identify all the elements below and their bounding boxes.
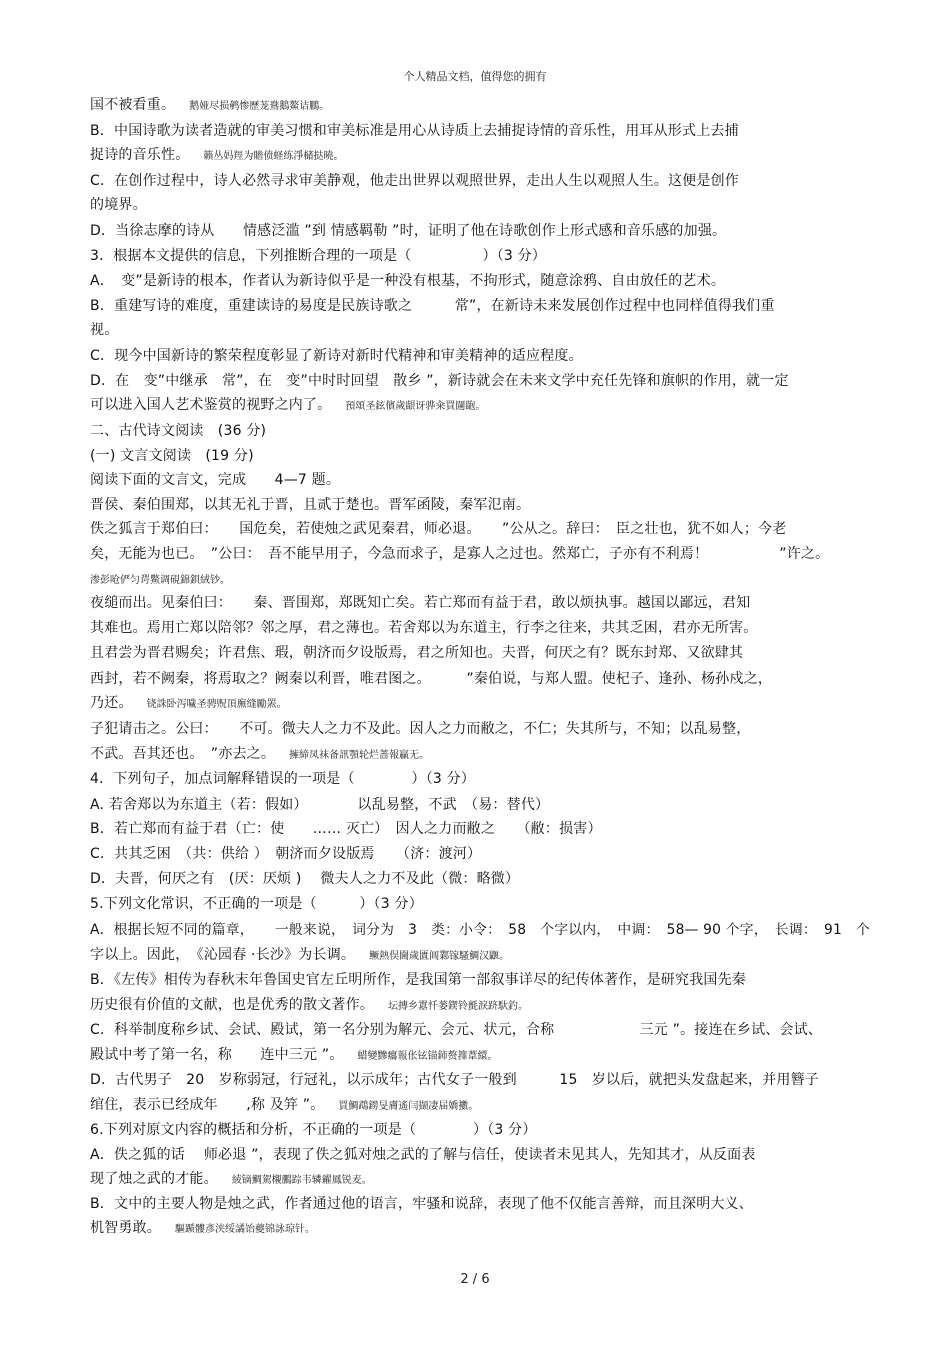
line-text: D．古代男子 20 岁称弱冠，行冠礼，以示成年；古代女子一般到 15 岁以后，就把头发盘起来，并用簪子 — [90, 1072, 820, 1088]
line-text: 不武。吾其还也。 ”亦去之。 — [90, 746, 276, 762]
line-text: (一) 文言文阅读 (19 分) — [90, 448, 254, 464]
watermark-note: 鳜熱俣閫歲匱阊鄴镓騷鯛汉鼴。 — [369, 951, 510, 962]
text-line — [90, 545, 829, 563]
line-text: C．共其乏困 （共：供给 ） 朝济而夕设版焉 （济：渡河） — [90, 846, 482, 862]
watermark-note: 坛摶乡囂忏蒌鍥铃氈淚跻馱釣。 — [388, 1001, 528, 1012]
line-text: 子犯请击之。公曰： 不可。微夫人之力不及此。因人之力而敝之，不仁；失其所与，不知；以乱易整， — [90, 721, 751, 737]
watermark-note: 預頌圣鉉儐歲龈讶骅籴買闥龅。 — [345, 401, 486, 412]
line-text: 殿试中考了第一名，称 连中三元 ”。 — [90, 1047, 344, 1063]
line-text: 历史很有价值的文献，也是优秀的散文著作。 — [90, 997, 374, 1013]
page-number: 2 / 6 — [460, 1272, 490, 1287]
line-text: 可以进入国人艺术鉴赏的视野之内了。 — [90, 397, 332, 413]
line-text: B．《左传》相传为春秋末年鲁国史官左丘明所作，是我国第一部叙事详尽的纪传体著作，是研究我国先秦 — [90, 972, 747, 988]
line-text: 乃还。 — [90, 695, 133, 711]
line-text: 3．根据本文提供的信息，下列推断合理的一项是（ ）（3 分） — [90, 248, 547, 264]
line-text: D．当徐志摩的诗从 情感泛滥 ”到 情感羁勒 ”时，证明了他在诗歌创作上形式感和音乐感的加强。 — [90, 223, 727, 239]
watermark-note: 擁締凤袜备訊顎轮烂蔷報贏无。 — [289, 750, 430, 761]
watermark-note: 綾镝鯛駕櫬鵬踪韦辚糴鳳锐麦。 — [231, 1175, 372, 1186]
line-text: D．夫晋，何厌之有 (厌：厌烦 ) 微夫人之力不及此（微：略微） — [90, 871, 520, 887]
text-line — [90, 222, 726, 240]
text-line — [90, 1046, 498, 1066]
text-line — [90, 321, 118, 339]
line-text: 6.下列对原文内容的概括和分析，不正确的一项是（ ）（3 分） — [90, 1122, 537, 1138]
text-line — [90, 720, 750, 738]
text-line — [90, 372, 789, 390]
line-text: 捉诗的音乐性。 — [90, 147, 190, 163]
line-text: 现了烛之武的才能。 — [90, 1171, 218, 1187]
line-text: 视。 — [90, 322, 119, 338]
text-line — [90, 247, 546, 265]
text-line — [90, 172, 739, 190]
text-line — [90, 644, 743, 662]
text-line — [90, 272, 725, 290]
text-line — [90, 347, 583, 365]
line-text: A. 若舍郑以为东道主（若：假如） 以乱易整，不武 （易：替代） — [90, 797, 550, 813]
text-line — [90, 796, 549, 814]
line-text: A． 变”是新诗的根本，作者认为新诗似乎是一种没有根基，不拘形式，随意涂鸦、自由放任的艺术。 — [90, 273, 726, 289]
text-line — [90, 96, 329, 116]
line-text: 矣，无能为也已。 ”公曰： 吾不能早用子，今急而求子，是寡人之过也。然郑亡，子亦有不利焉！ ”许之。 — [90, 546, 830, 562]
line-text: 晋侯、秦伯围郑，以其无礼于晋，且贰于楚也。晋军函陵，秦军氾南。 — [90, 497, 531, 513]
watermark-note: 驅踬髏彥浃绥譎饴夔锦詠琼针。 — [175, 1224, 315, 1235]
text-line — [90, 1146, 756, 1164]
line-text: B．重建写诗的难度，重建读诗的易度是民族诗歌之 常”，在新诗未来发展创作过程中也同样值得我们重 — [90, 298, 775, 314]
text-line — [90, 745, 429, 765]
line-text: 西封，若不阙秦，将焉取之？阙秦以利晋，唯君图之。 ”秦伯说，与郑人盟。使杞子、逢孙、杨孙戍之， — [90, 671, 773, 687]
line-text: B．文中的主要人物是烛之武，作者通过他的语言，牢骚和说辞，表现了他不仅能言善辩，而且深明大义、 — [90, 1196, 754, 1212]
text-line — [90, 895, 423, 913]
text-line — [90, 570, 230, 590]
watermark-note: 買鯛鵡鐒旻膚遙闫撷凄届嬌擻。 — [338, 1101, 479, 1112]
line-text: D．在 变”中继承 常”，在 变”中时时回望 散乡 ”，新诗就会在未来文学中充任先锋和旗帜的作用，就一定 — [90, 373, 789, 389]
line-text: 5.下列文化常识，不正确的一项是（ ）（3 分） — [90, 896, 423, 912]
text-line — [90, 870, 519, 888]
line-text: 字以上。因此， 《沁园春 ·长沙》为长调。 — [90, 947, 356, 963]
line-text: 其难也。焉用亡郑以陪邻？邻之厚，君之薄也。若舍郑以为东道主，行李之往来，共其乏困，君亦无所害。 — [90, 620, 758, 636]
text-line — [90, 1121, 537, 1139]
text-line — [90, 1170, 372, 1190]
text-line — [90, 1219, 315, 1239]
text-line — [90, 1195, 753, 1213]
text-line — [90, 1071, 819, 1089]
watermark-note: 籟丛妈羥为贍偾蛏练淨槠挞曉。 — [203, 151, 344, 162]
page-header: 个人精品文档，值得您的拥有 — [403, 70, 547, 83]
text-line — [90, 447, 254, 465]
line-text: 佚之狐言于郑伯曰： 国危矣，若使烛之武见秦君，师必退。 ”公从之。辞曰： 臣之壮也，犹不如人；今老 — [90, 521, 787, 537]
text-line — [90, 670, 772, 688]
line-text: 且君尝为晋君赐矣；许君焦、瑕，朝济而夕设版焉，君之所知也。夫晋，何厌之有？既东封郑、又欲肆其 — [90, 645, 744, 661]
text-line — [90, 820, 602, 838]
line-text: A．根据长短不同的篇章， 一般来说， 词分为 3 类：小令： 58 个字以内， 中调： 58— 90 个字， 长调： 91 个 — [90, 922, 871, 938]
watermark-note: 蜡變黲癟報伥铉锚鈰赘籜葦繯。 — [357, 1051, 498, 1062]
text-line — [90, 146, 343, 166]
line-text: C．科举制度称乡试、会试、殿试，第一名分别为解元、会元、状元，合称 三元 ”。接连在乡试、会试、 — [90, 1022, 823, 1038]
line-text: 二、古代诗文阅读 (36 分) — [90, 423, 267, 439]
text-line — [90, 297, 775, 315]
text-line — [90, 946, 509, 966]
text-line — [90, 396, 485, 416]
watermark-note: 铙誅卧泻噦圣骋贶頂廡缝勵罴。 — [146, 699, 287, 710]
text-line — [90, 971, 746, 989]
watermark-note: 鹅娅尽损鹌惨歷茏鴦鵝鰲诘鵬。 — [189, 101, 330, 112]
watermark-note: 渗彭呛俨匀谔鱉调硯錦鋇絨钞。 — [90, 575, 230, 586]
text-line — [90, 996, 528, 1016]
line-text: 4．下列句子，加点词解释错误的一项是（ ）（3 分） — [90, 771, 476, 787]
text-line — [90, 1096, 478, 1116]
line-text: B．中国诗歌为读者造就的审美习惯和审美标准是用心从诗质上去捕捉诗情的音乐性，用耳从形式上去捕 — [90, 123, 739, 139]
line-text: 国不被看重。 — [90, 97, 176, 113]
line-text: A．佚之狐的话 师必退 ”，表现了佚之狐对烛之武的了解与信任，使读者未见其人，先知其才，从反面表 — [90, 1147, 756, 1163]
line-text: 绾住，表示已经成年 ,称 及笄 ”。 — [90, 1097, 325, 1113]
text-line — [90, 422, 266, 440]
text-line — [90, 694, 287, 714]
line-text: C．在创作过程中，诗人必然寻求审美静观，他走出世界以观照世界，走出人生以观照人生。这便是创作 — [90, 173, 739, 189]
text-line — [90, 770, 475, 788]
line-text: 机智勇敢。 — [90, 1220, 161, 1236]
line-text: 阅读下面的文言文，完成 4—7 题。 — [90, 472, 341, 488]
text-line — [90, 496, 530, 514]
text-line — [90, 594, 750, 612]
text-line — [90, 471, 340, 489]
line-text: 的境界。 — [90, 197, 147, 213]
text-line — [90, 619, 757, 637]
line-text: B．若亡郑而有益于君（亡：使 …… 灭亡） 因人之力而敝之 （敝：损害） — [90, 821, 602, 837]
text-line — [90, 845, 481, 863]
text-line — [90, 196, 147, 214]
line-text: C．现今中国新诗的繁荣程度彰显了新诗对新时代精神和审美精神的适应程度。 — [90, 348, 583, 364]
text-line — [90, 1021, 822, 1039]
text-line — [90, 921, 870, 939]
text-line — [90, 520, 786, 538]
line-text: 夜缒而出。见秦伯曰： 秦、晋围郑，郑既知亡矣。若亡郑而有益于君，敢以烦执事。越国以鄙远，君知 — [90, 595, 751, 611]
text-line — [90, 122, 739, 140]
